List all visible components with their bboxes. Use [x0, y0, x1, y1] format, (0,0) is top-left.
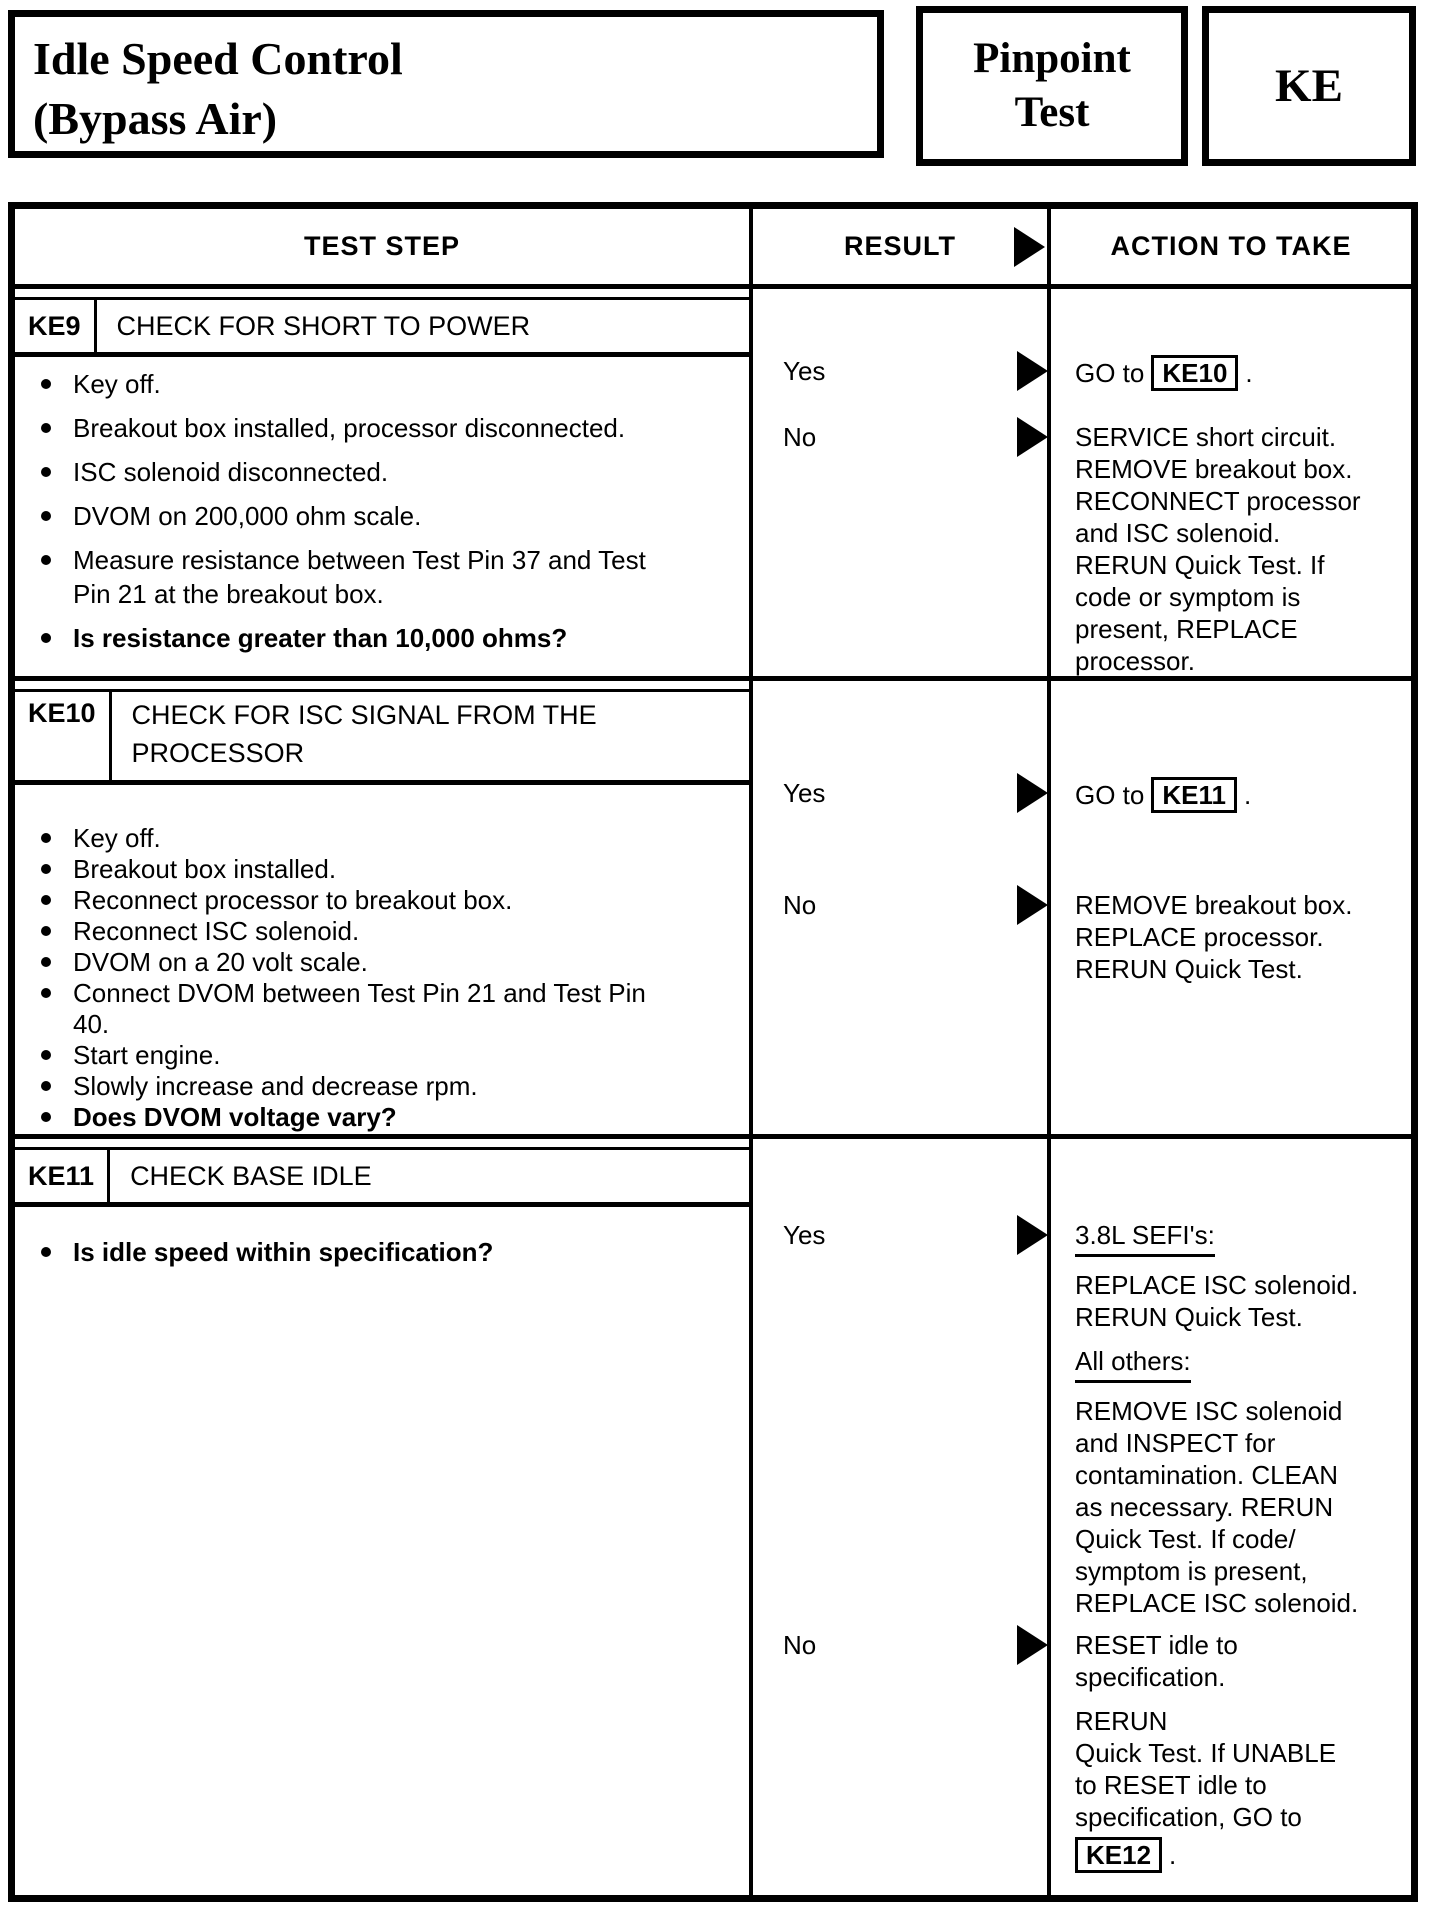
result-label: No [783, 1630, 817, 1660]
goto-prefix: GO to [1075, 358, 1145, 388]
bullet-dot-icon [41, 833, 51, 843]
result-label: Yes [783, 356, 826, 386]
column-header-result [753, 209, 1051, 284]
bullet-text: Reconnect ISC solenoid. [73, 916, 360, 946]
step-reference-box: KE11 [1151, 777, 1237, 813]
goto-suffix: . [1169, 1840, 1177, 1870]
list-item [41, 947, 735, 978]
action-line: to RESET idle to [1075, 1770, 1267, 1800]
list-item [41, 621, 735, 655]
list-item [41, 1071, 735, 1102]
document-title-line1: Idle Speed Control [33, 33, 403, 84]
document-title-box [8, 10, 884, 158]
bullet-text: Slowly increase and decrease rpm. [73, 1071, 478, 1101]
action-paragraph [1075, 1629, 1403, 1693]
table-header-row [15, 209, 1411, 289]
ke9-result-cell [753, 289, 1051, 676]
action-line: REPLACE processor. [1075, 922, 1324, 952]
bullet-text: Connect DVOM between Test Pin 21 and Test Pin 40. [73, 978, 646, 1039]
bullet-text: ISC solenoid disconnected. [73, 457, 389, 487]
bullet-text: Key off. [73, 369, 161, 399]
action-line: REMOVE ISC solenoid [1075, 1396, 1343, 1426]
ke11-bullet-list [41, 1235, 735, 1279]
goto-prefix: GO to [1075, 780, 1145, 810]
action-paragraph [1075, 1269, 1403, 1333]
result-label: Yes [783, 1220, 826, 1250]
action-line: contamination. CLEAN [1075, 1460, 1339, 1490]
action-line: RERUN Quick Test. [1075, 954, 1303, 984]
action-text-block-yes [1075, 1219, 1403, 1619]
ke9-test-step-cell [15, 289, 753, 676]
bullet-text-question: Does DVOM voltage vary? [73, 1102, 397, 1132]
action-line: SERVICE short circuit. [1075, 422, 1337, 452]
result-label: No [783, 422, 817, 452]
ke10-step-code: KE10 [15, 692, 112, 780]
document-title-line2: (Bypass Air) [33, 93, 278, 144]
ke10-result-cell [753, 681, 1051, 1134]
bullet-dot-icon [41, 895, 51, 905]
result-arrow-icon [1014, 227, 1045, 267]
ke9-bullet-list [41, 367, 735, 665]
action-line: RERUN Quick Test. If [1075, 550, 1325, 580]
bullet-dot-icon [41, 1081, 51, 1091]
action-paragraph [1075, 1705, 1403, 1873]
action-heading-underlined: 3.8L SEFI's: [1075, 1219, 1215, 1257]
bullet-dot-icon [41, 1247, 51, 1257]
result-row-no [753, 421, 1047, 457]
action-line: as necessary. RERUN [1075, 1492, 1334, 1522]
result-row-yes [753, 355, 1047, 391]
bullet-text: DVOM on 200,000 ohm scale. [73, 501, 422, 531]
action-line: REPLACE ISC solenoid. [1075, 1588, 1359, 1618]
list-item [41, 885, 735, 916]
column-header-action: ACTION TO TAKE [1110, 231, 1352, 261]
bullet-text: DVOM on a 20 volt scale. [73, 947, 368, 977]
action-text-block [1075, 889, 1403, 985]
result-arrow-icon [1017, 417, 1048, 457]
action-line: processor. [1075, 646, 1195, 676]
goto-suffix: . [1243, 780, 1252, 810]
bullet-text: Reconnect processor to breakout box. [73, 885, 513, 915]
result-arrow-icon [1017, 1625, 1048, 1665]
action-text-block-no [1075, 1629, 1403, 1873]
ke11-test-step-cell [15, 1139, 753, 1895]
result-row-yes [753, 777, 1047, 813]
action-goto [1075, 355, 1403, 391]
action-line: REMOVE breakout box. [1075, 890, 1353, 920]
ke10-step-header-bar [15, 689, 749, 785]
result-label: Yes [783, 778, 826, 808]
bullet-text: Breakout box installed, processor disconnected. [73, 413, 626, 443]
result-arrow-icon [1017, 885, 1048, 925]
action-paragraph [1075, 1395, 1403, 1619]
action-line: code or symptom is [1075, 582, 1301, 612]
ke10-bullet-list [41, 823, 735, 1133]
action-line: REMOVE breakout box. [1075, 454, 1353, 484]
bullet-dot-icon [41, 633, 51, 643]
page-code-box: KE [1202, 6, 1416, 166]
list-item [41, 854, 735, 885]
result-row-no [753, 1629, 1047, 1665]
list-item [41, 916, 735, 947]
goto-suffix: . [1245, 358, 1253, 388]
result-row-yes [753, 1219, 1047, 1255]
action-heading-underlined: All others: [1075, 1345, 1191, 1383]
list-item [41, 367, 735, 401]
action-line: RECONNECT processor [1075, 486, 1361, 516]
list-item [41, 1040, 735, 1071]
action-line: specification. [1075, 1662, 1226, 1692]
test-step-section-ke10 [15, 681, 1411, 1139]
step-reference-box: KE10 [1151, 355, 1238, 391]
bullet-dot-icon [41, 423, 51, 433]
pinpoint-test-label-box [916, 6, 1188, 166]
bullet-text: Start engine. [73, 1040, 221, 1070]
test-step-section-ke11 [15, 1139, 1411, 1895]
ke11-action-cell [1051, 1139, 1411, 1895]
ke9-step-code: KE9 [15, 300, 97, 352]
action-line: RERUN Quick Test. [1075, 1302, 1303, 1332]
ke11-step-title: CHECK BASE IDLE [130, 1160, 372, 1191]
ke11-result-cell [753, 1139, 1051, 1895]
bullet-text-question: Is resistance greater than 10,000 ohms? [73, 623, 568, 653]
bullet-dot-icon [41, 1050, 51, 1060]
bullet-dot-icon [41, 864, 51, 874]
action-text-block [1075, 421, 1403, 677]
bullet-dot-icon [41, 511, 51, 521]
list-item [41, 543, 735, 611]
pinpoint-label-line1: Pinpoint [973, 35, 1131, 82]
list-item [41, 823, 735, 854]
result-arrow-icon [1017, 1215, 1048, 1255]
test-step-section-ke9 [15, 289, 1411, 681]
ke11-step-header-bar [15, 1147, 749, 1207]
action-line: Quick Test. If UNABLE [1075, 1738, 1337, 1768]
ke10-action-cell [1051, 681, 1411, 1134]
step-reference-box: KE12 [1075, 1837, 1162, 1873]
ke9-step-header-bar [15, 297, 749, 357]
list-item [41, 499, 735, 533]
action-line: and ISC solenoid. [1075, 518, 1281, 548]
result-label: No [783, 890, 817, 920]
bullet-dot-icon [41, 555, 51, 565]
bullet-dot-icon [41, 926, 51, 936]
action-goto [1075, 1837, 1403, 1873]
action-line: RERUN [1075, 1706, 1168, 1736]
ke10-test-step-cell [15, 681, 753, 1134]
bullet-text: Key off. [73, 823, 161, 853]
pinpoint-test-table [8, 202, 1418, 1902]
ke11-step-code: KE11 [15, 1150, 110, 1202]
action-line: symptom is present, [1075, 1556, 1308, 1586]
result-arrow-icon [1017, 351, 1048, 391]
action-line: and INSPECT for [1075, 1428, 1276, 1458]
result-arrow-icon [1017, 773, 1048, 813]
list-item [41, 978, 735, 1040]
list-item [41, 1235, 735, 1269]
bullet-dot-icon [41, 957, 51, 967]
ke10-step-title: CHECK FOR ISC SIGNAL FROM THE PROCESSOR [131, 700, 597, 768]
bullet-text: Measure resistance between Test Pin 37 and Test Pin 21 at the breakout box. [73, 545, 646, 609]
result-header-label: RESULT [844, 231, 956, 261]
action-line: specification, GO to [1075, 1802, 1302, 1832]
ke9-step-title: CHECK FOR SHORT TO POWER [116, 310, 531, 341]
list-item [41, 1102, 735, 1133]
column-header-test-step: TEST STEP [15, 209, 753, 284]
list-item [41, 455, 735, 489]
bullet-text-question: Is idle speed within specification? [73, 1237, 494, 1267]
bullet-dot-icon [41, 467, 51, 477]
list-item [41, 411, 735, 445]
action-line: REPLACE ISC solenoid. [1075, 1270, 1359, 1300]
bullet-text: Breakout box installed. [73, 854, 337, 884]
bullet-dot-icon [41, 1112, 51, 1122]
action-line: present, REPLACE [1075, 614, 1298, 644]
action-line: Quick Test. If code/ [1075, 1524, 1296, 1554]
action-goto [1075, 777, 1403, 813]
action-line: RESET idle to [1075, 1630, 1238, 1660]
ke9-action-cell [1051, 289, 1411, 676]
bullet-dot-icon [41, 379, 51, 389]
bullet-dot-icon [41, 988, 51, 998]
pinpoint-label-line2: Test [1014, 89, 1090, 136]
result-row-no [753, 889, 1047, 925]
